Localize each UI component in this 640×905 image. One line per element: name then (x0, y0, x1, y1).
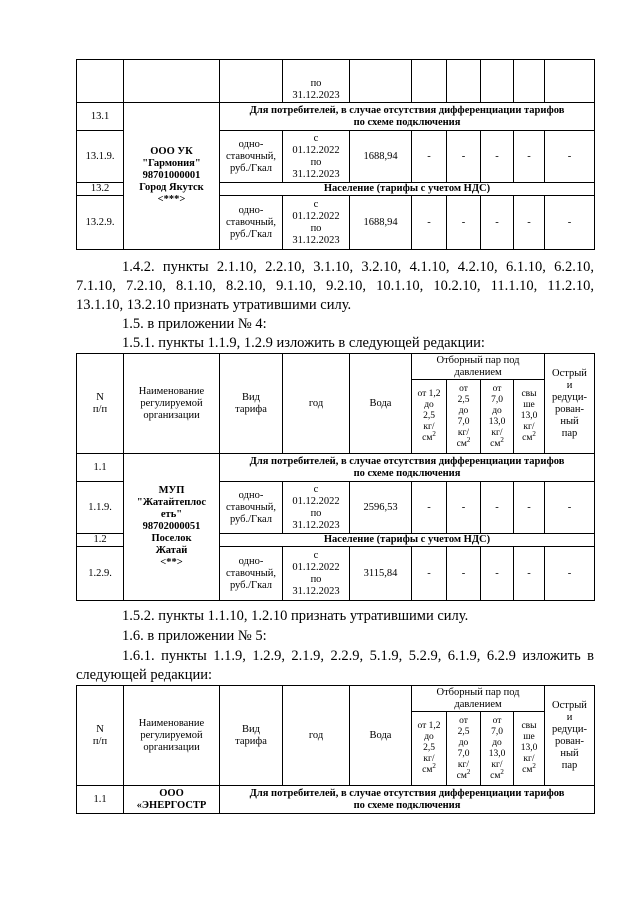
date-cell: с 01.12.2022 по 31.12.2023 (283, 131, 350, 183)
row-number: 13.1.9. (77, 131, 124, 183)
dash-cell: - (481, 547, 514, 601)
paragraph-1-5: 1.5. в приложении № 4: (122, 316, 267, 332)
header-acute-steam: Острый и редуци- рован- ный пар (545, 354, 595, 454)
organization-cell: МУП "Жатайтеплос еть" 98702000051 Поселок Жатай <**> (124, 454, 220, 601)
dash-cell: - (514, 131, 545, 183)
header-pressure-3: от 7,0 до 13,0 кг/ см (488, 715, 506, 781)
table-row (77, 786, 595, 814)
row-number: 13.2.9. (77, 196, 124, 250)
paragraph-1-5-1: 1.5.1. пункты 1.1.9, 1.2.9 изложить в следующей редакции: (122, 335, 485, 351)
date-cell: с 01.12.2022 по 31.12.2023 (283, 196, 350, 250)
header-tariff-kind: Вид тарифа (220, 686, 283, 786)
header-pressure-4: свы ше 13,0 кг/ см (520, 389, 538, 443)
header-water: Вода (350, 354, 412, 454)
header-water: Вода (350, 686, 412, 786)
dash-cell: - (545, 482, 595, 534)
dash-cell: - (545, 547, 595, 601)
water-value: 1688,94 (350, 131, 412, 183)
dash-cell: - (514, 482, 545, 534)
tariff-table-appendix-5 (76, 685, 595, 814)
header-pressure-3: от 7,0 до 13,0 кг/ см (488, 383, 506, 449)
header-pressure-1: от 1,2 до 2,5 кг/ см (417, 721, 441, 775)
group-header: Население (тарифы с учетом НДС) (220, 183, 595, 196)
superscript: 2 (500, 767, 504, 776)
header-tariff-kind: Вид тарифа (220, 354, 283, 454)
dash-cell: - (412, 131, 447, 183)
superscript: 2 (500, 435, 504, 444)
header-pressure-4: свы ше 13,0 кг/ см (520, 721, 538, 775)
group-header: Для потребителей, в случае отсутствия дифференциации тарифов по схеме подключения (220, 454, 595, 482)
paragraph-1-6-1-line2: следующей редакции: (76, 667, 213, 683)
header-number: N п/п (77, 686, 124, 786)
superscript: 2 (532, 761, 536, 770)
dash-cell: - (447, 482, 481, 534)
dash-cell: - (545, 131, 595, 183)
header-year: год (283, 686, 350, 786)
water-value: 3115,84 (350, 547, 412, 601)
paragraph-1-4-2-line2: 7.1.10, 7.2.10, 8.1.10, 8.2.10, 9.1.10, 9.2.10, 10.1.10, 10.2.10, 11.1.10, 11.2.10, (76, 278, 594, 294)
row-number: 1.2 (77, 534, 124, 547)
paragraph-1-5-2: 1.5.2. пункты 1.1.10, 1.2.10 признать утратившими силу. (122, 608, 469, 624)
superscript: 2 (532, 429, 536, 438)
dash-cell: - (481, 196, 514, 250)
dash-cell: - (481, 131, 514, 183)
dash-cell: - (514, 196, 545, 250)
organization-cell: ООО УК "Гармония" 98701000001 Город Якутск <***> (124, 103, 220, 250)
header-acute-steam: Острый и редуци- рован- ный пар (545, 686, 595, 786)
tariff-kind: одно- ставочный, руб./Гкал (220, 482, 283, 534)
dash-cell: - (545, 196, 595, 250)
row-number: 1.1.9. (77, 482, 124, 534)
date-cell: с 01.12.2022 по 31.12.2023 (283, 482, 350, 534)
table-row (77, 103, 595, 131)
header-steam: Отборный пар под давлением (412, 354, 545, 380)
table-row (77, 60, 595, 103)
superscript: 2 (432, 761, 436, 770)
dash-cell: - (514, 547, 545, 601)
group-header: Для потребителей, в случае отсутствия дифференциации тарифов по схеме подключения (220, 786, 595, 814)
superscript: 2 (466, 767, 471, 776)
header-number: N п/п (77, 354, 124, 454)
header-pressure-2: от 2,5 до 7,0 кг/ см (456, 715, 470, 781)
paragraph-1-6: 1.6. в приложении № 5: (122, 628, 267, 644)
dash-cell: - (412, 196, 447, 250)
tariff-kind: одно- ставочный, руб./Гкал (220, 547, 283, 601)
dash-cell: - (412, 482, 447, 534)
paragraph-1-6-1-line1: 1.6.1. пункты 1.1.9, 1.2.9, 2.1.9, 2.2.9, 5.1.9, 5.2.9, 6.1.9, 6.2.9 изложить в (122, 648, 594, 664)
superscript: 2 (432, 429, 436, 438)
header-year: год (283, 354, 350, 454)
header-pressure-1: от 1,2 до 2,5 кг/ см (417, 389, 441, 443)
header-pressure-2: от 2,5 до 7,0 кг/ см (456, 383, 470, 449)
dash-cell: - (481, 482, 514, 534)
group-header: Для потребителей, в случае отсутствия дифференциации тарифов по схеме подключения (220, 103, 595, 131)
row-number: 1.1 (77, 454, 124, 482)
header-organization: Наименование регулируемой организации (124, 686, 220, 786)
paragraph-1-4-2-line1: 1.4.2. пункты 2.1.10, 2.2.10, 3.1.10, 3.2.10, 4.1.10, 4.2.10, 6.1.10, 6.2.10, (122, 259, 594, 275)
dash-cell: - (447, 131, 481, 183)
header-organization: Наименование регулируемой организации (124, 354, 220, 454)
header-steam: Отборный пар под давлением (412, 686, 545, 712)
dash-cell: - (412, 547, 447, 601)
tariff-kind: одно- ставочный, руб./Гкал (220, 196, 283, 250)
paragraph-1-4-2-line3: 13.1.10, 13.2.10 признать утратившими силу. (76, 297, 352, 313)
tariff-table-top (76, 59, 595, 250)
row-number: 1.1 (77, 786, 124, 814)
water-value: 1688,94 (350, 196, 412, 250)
row-number: 1.2.9. (77, 547, 124, 601)
date-cell: с 01.12.2022 по 31.12.2023 (283, 547, 350, 601)
superscript: 2 (466, 435, 471, 444)
group-header: Население (тарифы с учетом НДС) (220, 534, 595, 547)
row-number: 13.2 (77, 183, 124, 196)
dash-cell: - (447, 547, 481, 601)
organization-cell: ООО «ЭНЕРГОСТР (124, 786, 220, 814)
tariff-table-appendix-4 (76, 353, 595, 601)
header-row (77, 354, 595, 380)
header-row (77, 686, 595, 712)
tariff-kind: одно- ставочный, руб./Гкал (220, 131, 283, 183)
water-value: 2596,53 (350, 482, 412, 534)
dash-cell: - (447, 196, 481, 250)
row-number: 13.1 (77, 103, 124, 131)
date-cell: по 31.12.2023 (283, 60, 350, 103)
table-row (77, 454, 595, 482)
